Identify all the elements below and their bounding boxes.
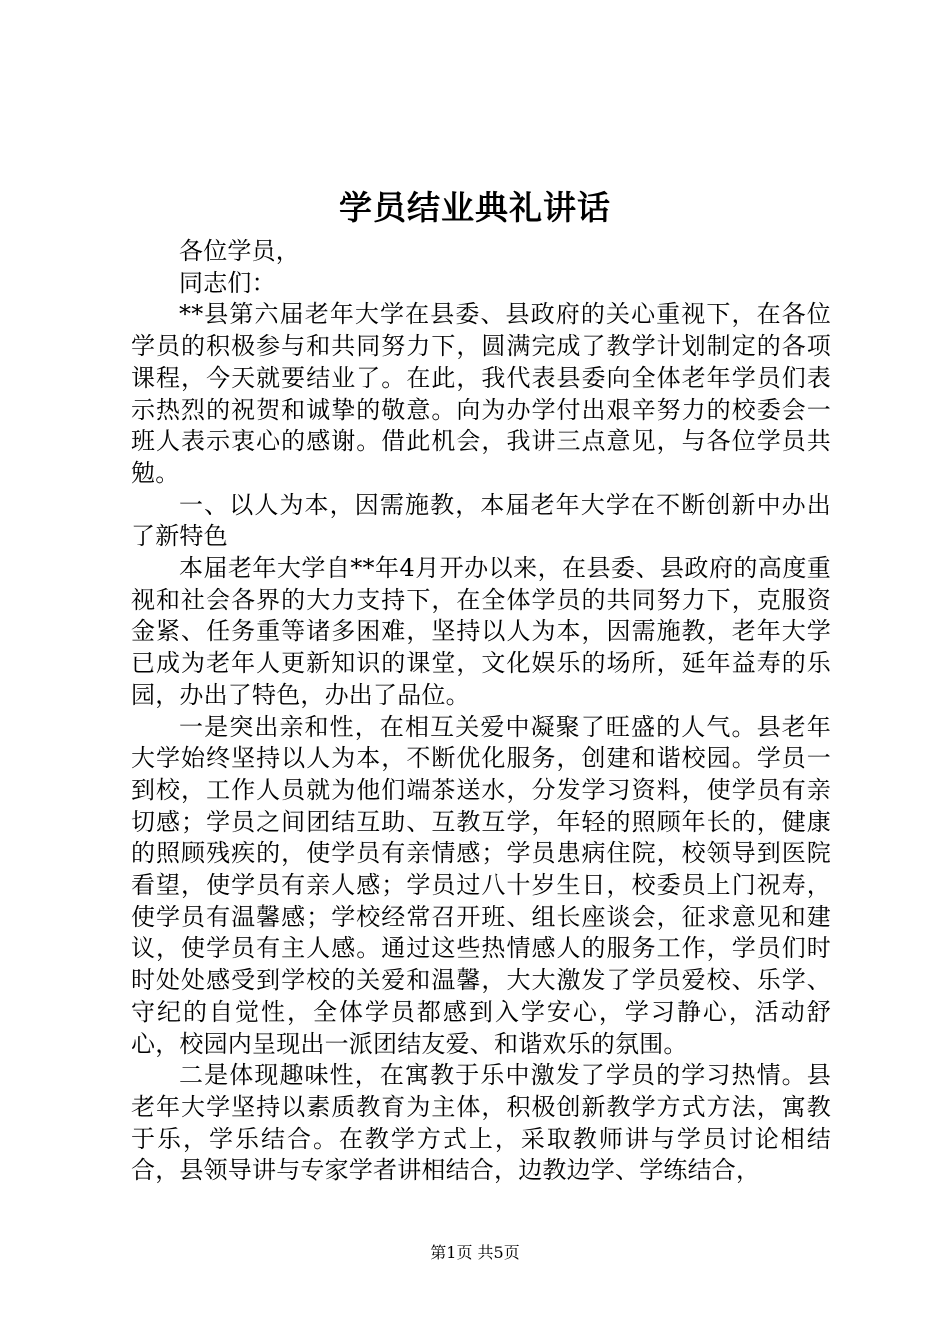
paragraph-affinity: 一是突出亲和性，在相互关爱中凝聚了旺盛的人气。县老年大学始终坚持以人为本，不断优化服务，创建和谐校园。学员一到校，工作人员就为他们端茶送水，分发学习资料，使学员有亲切感；学员之间团结互助、互教互学，年轻的照顾年长的，健康的照顾残疾的，使学员有亲情感；学员患病住院，校领导到医院看望，使学员有亲人感；学员过八十岁生日，校委员上门祝寿，使学员有温馨感；学校经常召开班、组长座谈会，征求意见和建议，使学员有主人感。通过这些热情感人的服务工作，学员们时时处处感受到学校的关爱和温馨，大大激发了学员爱校、乐学、守纪的自觉性，全体学员都感到入学安心，学习静心，活动舒心，校园内呈现出一派团结友爱、和谐欢乐的氛围。 — [131, 712, 831, 1058]
document-title: 学员结业典礼讲话 — [339, 188, 611, 227]
salutation-comrades: 同志们： — [179, 268, 276, 297]
paragraph-interest: 二是体现趣味性，在寓教于乐中激发了学员的学习热情。县老年大学坚持以素质教育为主体，积极创新教学方式方法，寓教于乐，学乐结合。在教学方式上，采取教师讲与学员讨论相结合，县领导讲与专家学者讲相结合，边教边学、学练结合， — [131, 1061, 831, 1185]
document-body — [131, 236, 831, 1187]
page-footer: 第1页 共5页 — [430, 1243, 520, 1262]
salutation-students: 各位学员， — [179, 237, 300, 265]
paragraph-opening: **县第六届老年大学在县委、县政府的关心重视下，在各位学员的积极参与和共同努力下，圆满完成了教学计划制定的各项课程，今天就要结业了。在此，我代表县委向全体老年学员们表示热烈的祝贺和诚挚的敬意。向为办学付出艰辛努力的校委会一班人表示衷心的感谢。借此机会，我讲三点意见，与各位学员共勉。 — [131, 300, 831, 487]
section-heading-1: 一、以人为本，因需施教，本届老年大学在不断创新中办出了新特色 — [131, 490, 831, 551]
paragraph-overview: 本届老年大学自**年4月开办以来，在县委、县政府的高度重视和社会各界的大力支持下，在全体学员的共同努力下，克服资金紧、任务重等诸多困难，坚持以人为本，因需施教，老年大学已成为老年人更新知识的课堂，文化娱乐的场所，延年益寿的乐园，办出了特色，办出了品位。 — [131, 554, 831, 709]
